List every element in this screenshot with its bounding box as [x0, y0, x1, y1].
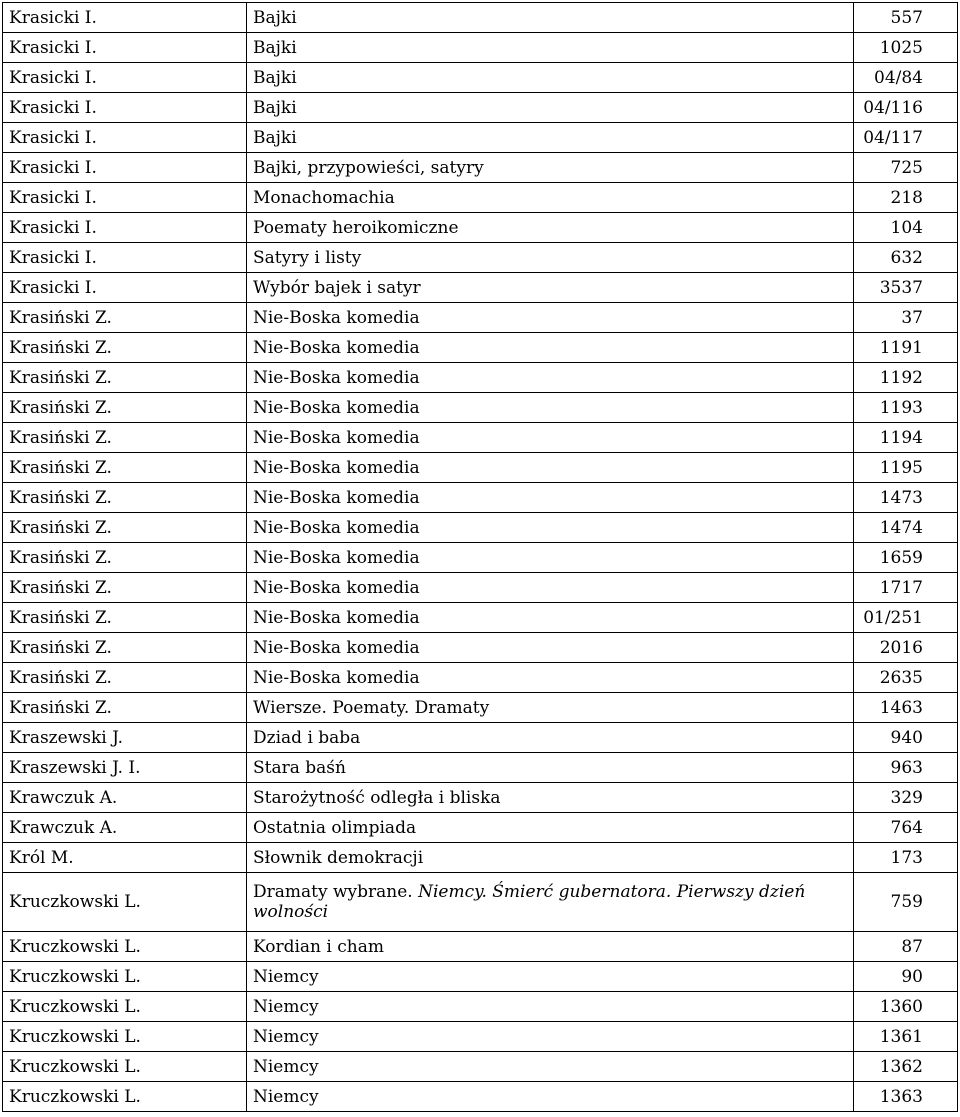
table-row: [3, 813, 958, 843]
title-cell: Satyry i listy: [247, 243, 854, 273]
author-cell: Krasiński Z.: [3, 303, 247, 333]
author-cell: Krasicki I.: [3, 63, 247, 93]
table-row: [3, 1052, 958, 1082]
table-row: [3, 962, 958, 992]
author-cell: Krasicki I.: [3, 3, 247, 33]
title-cell: Wiersze. Poematy. Dramaty: [247, 693, 854, 723]
number-cell: 1360: [854, 992, 958, 1022]
table-row: [3, 483, 958, 513]
table-row: [3, 573, 958, 603]
author-cell: Krasiński Z.: [3, 693, 247, 723]
author-cell: Krasiński Z.: [3, 633, 247, 663]
number-cell: 1193: [854, 393, 958, 423]
author-cell: Krasiński Z.: [3, 483, 247, 513]
title-cell: Słownik demokracji: [247, 843, 854, 873]
table-row: [3, 932, 958, 962]
title-cell: Nie-Boska komedia: [247, 633, 854, 663]
number-cell: 04/84: [854, 63, 958, 93]
number-cell: 1192: [854, 363, 958, 393]
number-cell: 37: [854, 303, 958, 333]
title-cell: Nie-Boska komedia: [247, 393, 854, 423]
author-cell: Krasicki I.: [3, 213, 247, 243]
author-cell: Kruczkowski L.: [3, 962, 247, 992]
title-text: Dramaty wybrane.: [253, 882, 419, 902]
number-cell: 1463: [854, 693, 958, 723]
author-cell: Krasiński Z.: [3, 393, 247, 423]
title-cell: Bajki: [247, 33, 854, 63]
number-cell: 1473: [854, 483, 958, 513]
author-cell: Kraszewski J.: [3, 723, 247, 753]
author-cell: Krasiński Z.: [3, 423, 247, 453]
author-cell: Krasicki I.: [3, 93, 247, 123]
table-row: [3, 3, 958, 33]
number-cell: 2635: [854, 663, 958, 693]
number-cell: 3537: [854, 273, 958, 303]
title-cell: Niemcy: [247, 962, 854, 992]
number-cell: 1194: [854, 423, 958, 453]
number-cell: 1474: [854, 513, 958, 543]
number-cell: 01/251: [854, 603, 958, 633]
table-row: [3, 543, 958, 573]
number-cell: 04/116: [854, 93, 958, 123]
author-cell: Krasiński Z.: [3, 363, 247, 393]
author-cell: Kruczkowski L.: [3, 992, 247, 1022]
number-cell: 1195: [854, 453, 958, 483]
table-row: [3, 303, 958, 333]
title-cell: Nie-Boska komedia: [247, 483, 854, 513]
author-cell: Krasiński Z.: [3, 573, 247, 603]
author-cell: Krasiński Z.: [3, 543, 247, 573]
author-cell: Krawczuk A.: [3, 813, 247, 843]
author-cell: Krasiński Z.: [3, 453, 247, 483]
author-cell: Król M.: [3, 843, 247, 873]
title-cell: Bajki: [247, 3, 854, 33]
title-cell: Nie-Boska komedia: [247, 363, 854, 393]
author-cell: Krasiński Z.: [3, 333, 247, 363]
table-row: [3, 693, 958, 723]
number-cell: 1361: [854, 1022, 958, 1052]
table-row: [3, 723, 958, 753]
title-cell: Nie-Boska komedia: [247, 663, 854, 693]
number-cell: 764: [854, 813, 958, 843]
author-cell: Krasicki I.: [3, 243, 247, 273]
table-row: [3, 1082, 958, 1112]
title-cell: [247, 873, 854, 932]
table-row: [3, 663, 958, 693]
table-row: [3, 123, 958, 153]
author-cell: Krawczuk A.: [3, 783, 247, 813]
title-cell: Bajki: [247, 93, 854, 123]
table-row: [3, 603, 958, 633]
title-cell: Stara baśń: [247, 753, 854, 783]
title-cell: Niemcy: [247, 992, 854, 1022]
title-cell: Nie-Boska komedia: [247, 513, 854, 543]
number-cell: 1362: [854, 1052, 958, 1082]
table-row: [3, 992, 958, 1022]
number-cell: 963: [854, 753, 958, 783]
title-cell: Nie-Boska komedia: [247, 543, 854, 573]
title-cell: Nie-Boska komedia: [247, 453, 854, 483]
number-cell: 725: [854, 153, 958, 183]
author-cell: Kruczkowski L.: [3, 1082, 247, 1112]
title-cell: Starożytność odległa i bliska: [247, 783, 854, 813]
table-row: [3, 753, 958, 783]
number-cell: 2016: [854, 633, 958, 663]
table-row: [3, 183, 958, 213]
table-row: [3, 633, 958, 663]
title-cell: Wybór bajek i satyr: [247, 273, 854, 303]
table-row: [3, 63, 958, 93]
table-row: [3, 513, 958, 543]
title-cell: Niemcy: [247, 1082, 854, 1112]
table-row: [3, 243, 958, 273]
author-cell: Kruczkowski L.: [3, 873, 247, 932]
number-cell: 87: [854, 932, 958, 962]
author-cell: Kraszewski J. I.: [3, 753, 247, 783]
title-cell: Kordian i cham: [247, 932, 854, 962]
title-cell: Niemcy: [247, 1052, 854, 1082]
number-cell: 173: [854, 843, 958, 873]
author-cell: Krasicki I.: [3, 273, 247, 303]
title-cell: Nie-Boska komedia: [247, 423, 854, 453]
catalog-table: [2, 2, 958, 1112]
number-cell: 557: [854, 3, 958, 33]
title-cell: Nie-Boska komedia: [247, 333, 854, 363]
table-row: [3, 453, 958, 483]
table-row: [3, 423, 958, 453]
author-cell: Krasiński Z.: [3, 513, 247, 543]
title-cell: Bajki, przypowieści, satyry: [247, 153, 854, 183]
table-row: [3, 873, 958, 932]
number-cell: 104: [854, 213, 958, 243]
table-row: [3, 33, 958, 63]
number-cell: 04/117: [854, 123, 958, 153]
table-row: [3, 333, 958, 363]
table-row: [3, 213, 958, 243]
number-cell: 329: [854, 783, 958, 813]
number-cell: 1191: [854, 333, 958, 363]
title-cell: Monachomachia: [247, 183, 854, 213]
author-cell: Kruczkowski L.: [3, 1052, 247, 1082]
author-cell: Krasicki I.: [3, 123, 247, 153]
number-cell: 759: [854, 873, 958, 932]
title-cell: Niemcy: [247, 1022, 854, 1052]
author-cell: Kruczkowski L.: [3, 1022, 247, 1052]
table-row: [3, 363, 958, 393]
author-cell: Krasiński Z.: [3, 603, 247, 633]
title-cell: Bajki: [247, 63, 854, 93]
table-row: [3, 153, 958, 183]
title-cell: Nie-Boska komedia: [247, 303, 854, 333]
number-cell: 1025: [854, 33, 958, 63]
table-row: [3, 393, 958, 423]
title-cell: Nie-Boska komedia: [247, 603, 854, 633]
number-cell: 632: [854, 243, 958, 273]
table-row: [3, 843, 958, 873]
author-cell: Krasicki I.: [3, 33, 247, 63]
author-cell: Krasicki I.: [3, 183, 247, 213]
table-row: [3, 1022, 958, 1052]
catalog-table-body: [3, 3, 958, 1112]
number-cell: 1659: [854, 543, 958, 573]
title-cell: Ostatnia olimpiada: [247, 813, 854, 843]
title-cell: Dziad i baba: [247, 723, 854, 753]
table-row: [3, 93, 958, 123]
number-cell: 218: [854, 183, 958, 213]
author-cell: Kruczkowski L.: [3, 932, 247, 962]
table-row: [3, 273, 958, 303]
title-cell: Bajki: [247, 123, 854, 153]
number-cell: 1363: [854, 1082, 958, 1112]
title-italic-text: Niemcy. Śmierć gubernatora. Pierwszy dzień wolności: [253, 882, 806, 922]
title-cell: Poematy heroikomiczne: [247, 213, 854, 243]
title-cell: Nie-Boska komedia: [247, 573, 854, 603]
number-cell: 940: [854, 723, 958, 753]
number-cell: 1717: [854, 573, 958, 603]
author-cell: Krasicki I.: [3, 153, 247, 183]
number-cell: 90: [854, 962, 958, 992]
author-cell: Krasiński Z.: [3, 663, 247, 693]
table-row: [3, 783, 958, 813]
